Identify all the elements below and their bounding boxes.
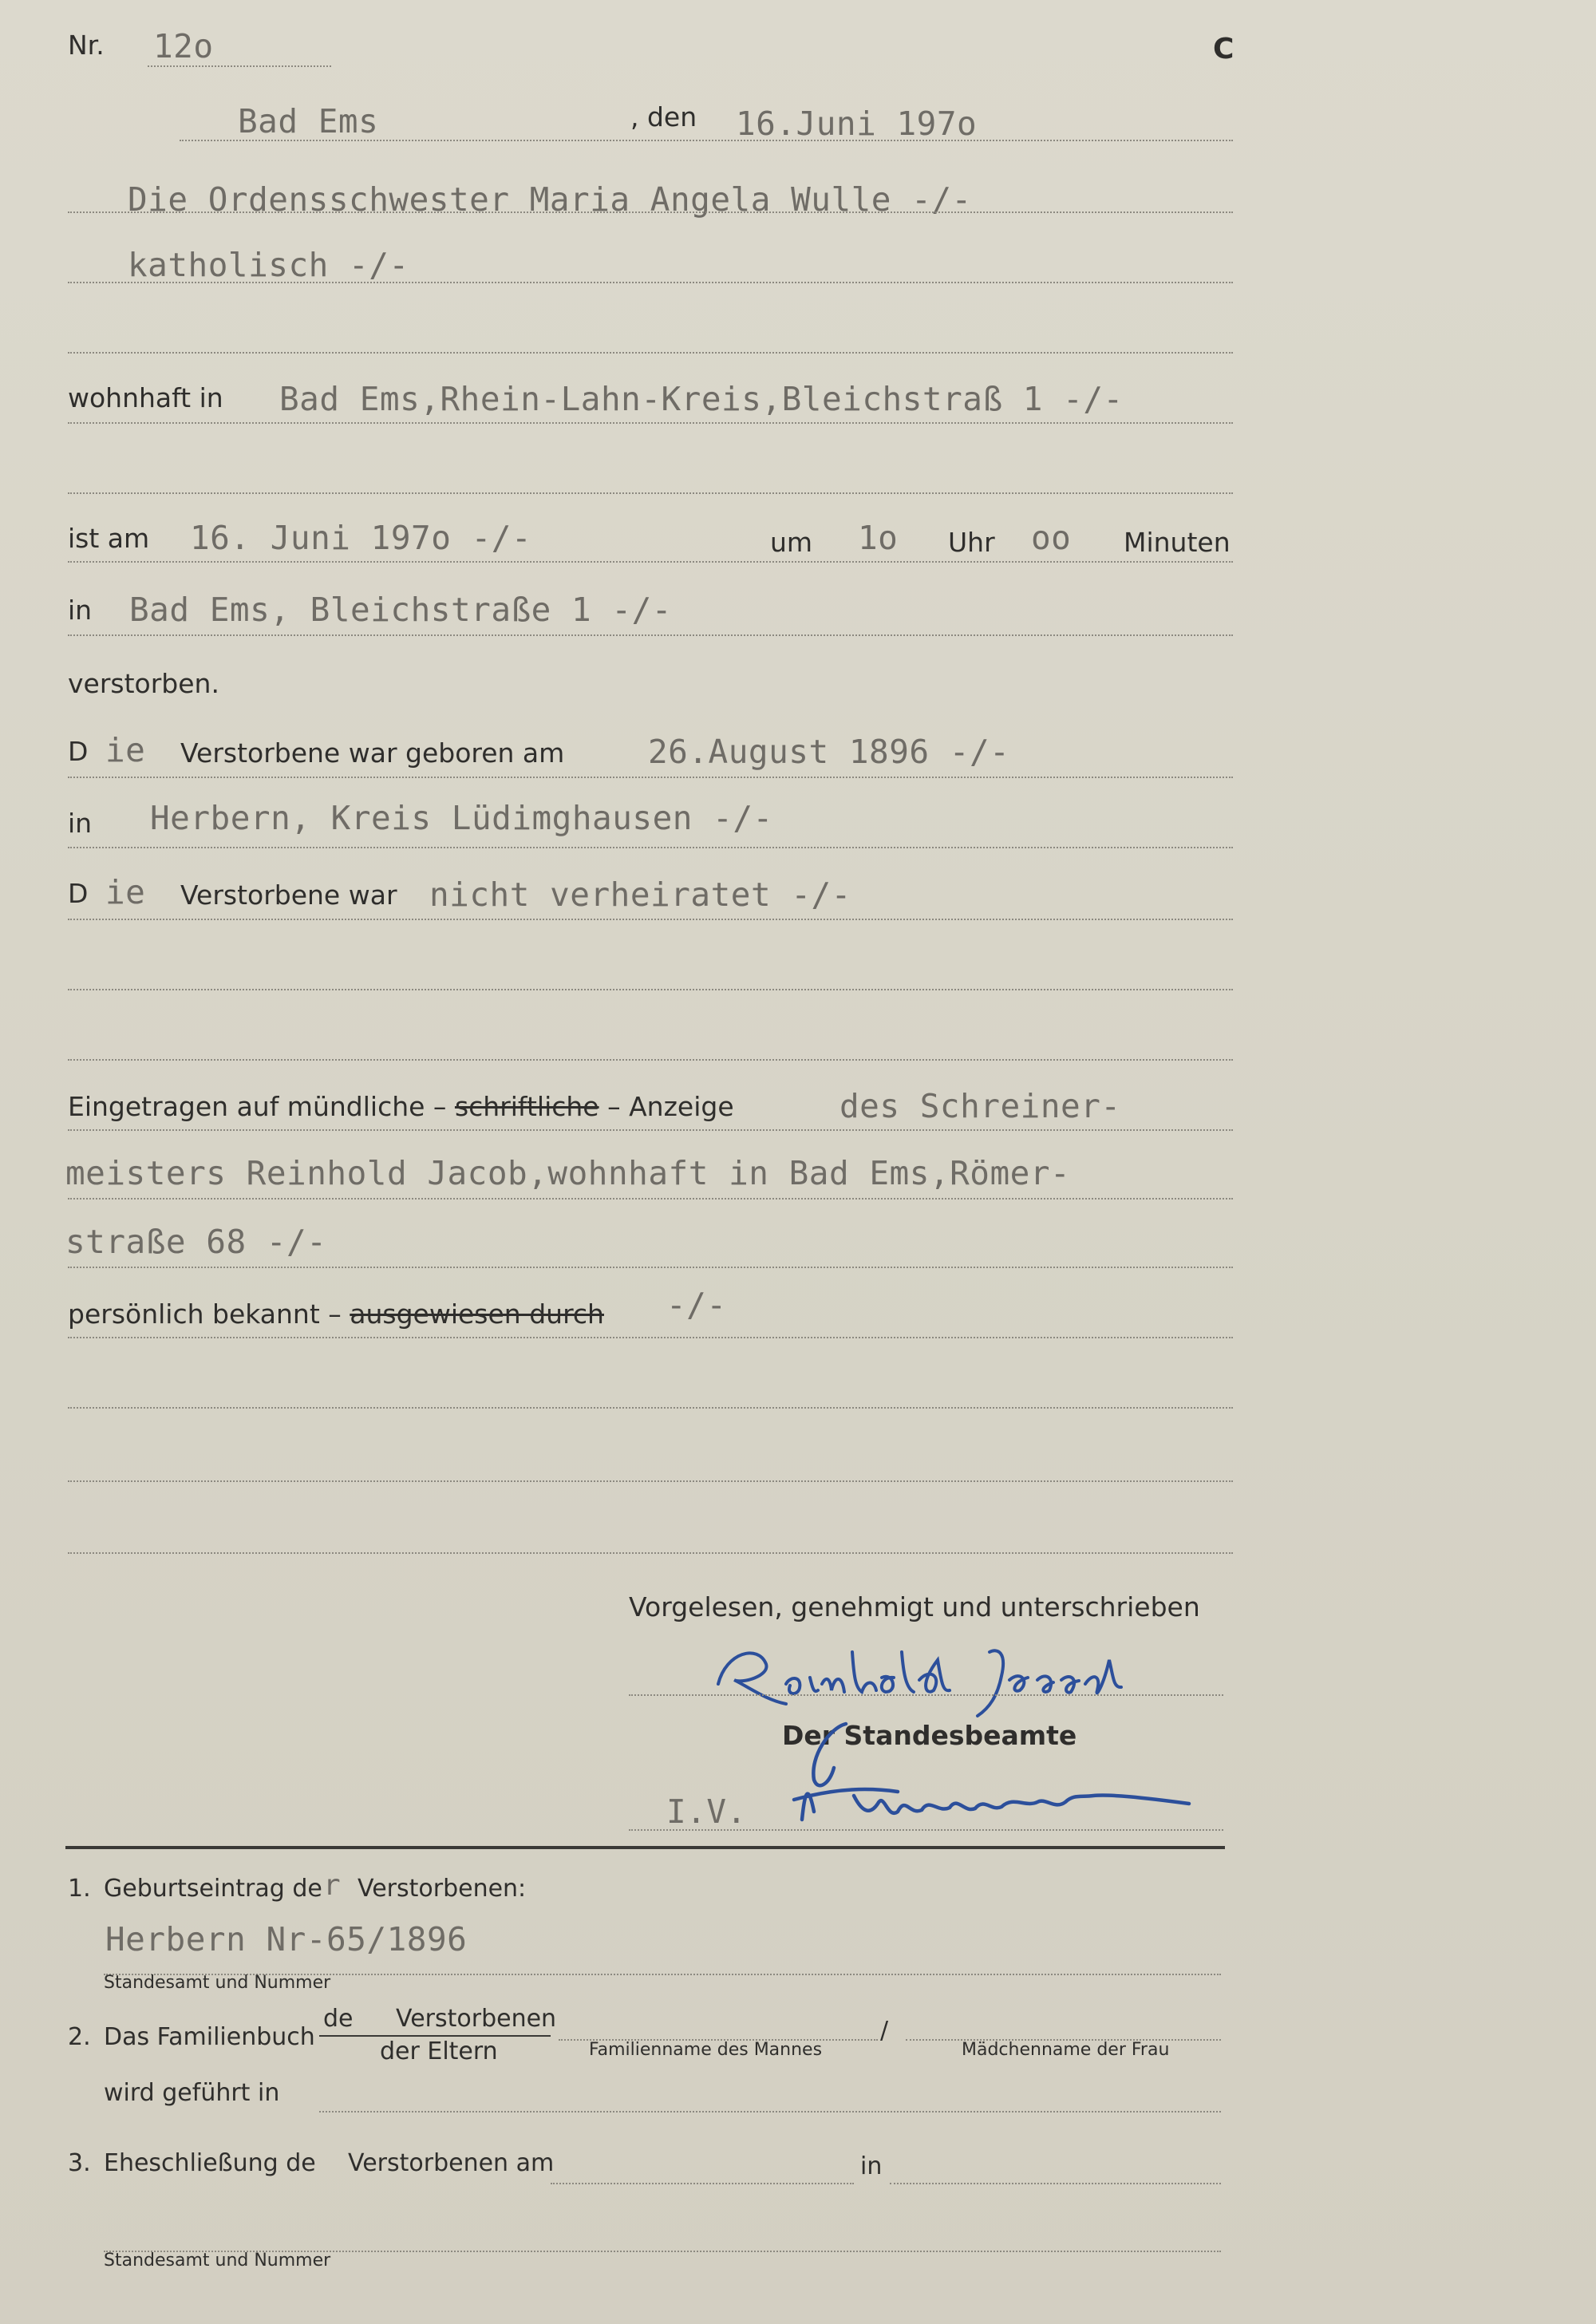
section-rule	[65, 1846, 1225, 1849]
record-number: 12o	[153, 27, 214, 65]
registry-date: 16.Juni 197o	[736, 105, 978, 143]
item2-eltern: der Eltern	[380, 2037, 498, 2065]
informant-line-2: meisters Reinhold Jacob,wohnhaft in Bad Ems,Römer-	[65, 1154, 1071, 1192]
death-date-label: ist am	[68, 523, 150, 554]
registration-label	[68, 1093, 734, 1120]
death-place-label: in	[68, 595, 93, 626]
dotted-line	[551, 2183, 854, 2184]
residence-value: Bad Ems,Rhein-Lahn-Kreis,Bleichstraß 1 -/-	[279, 380, 1124, 418]
dotted-line	[68, 847, 1233, 848]
dotted-line	[148, 65, 331, 67]
item2-number: 2.	[68, 2023, 91, 2051]
birth-label: Verstorbene war geboren am	[180, 737, 565, 769]
nr-label: Nr.	[68, 30, 105, 61]
registration-label-part1: Eingetragen auf mündliche –	[68, 1091, 447, 1122]
dotted-line	[629, 1829, 1223, 1831]
item2-label-2: wird geführt in	[104, 2079, 280, 2107]
dotted-line	[180, 140, 1233, 141]
identity-struck-words: ausgewiesen durch	[350, 1298, 604, 1330]
birth-place: Herbern, Kreis Lüdimghausen -/-	[150, 799, 773, 837]
uhr-label: Uhr	[948, 527, 995, 558]
dotted-line	[68, 282, 1233, 283]
dotted-line	[68, 634, 1233, 636]
birth-d-label: D	[68, 736, 89, 767]
deceased-name-line: Die Ordensschwester Maria Angela Wulle -/-	[128, 180, 972, 219]
item1-label-2: Verstorbenen:	[358, 1875, 527, 1903]
form-letter: C	[1213, 33, 1235, 65]
den-label: , den	[630, 101, 697, 132]
verstorben-label: verstorben.	[68, 668, 219, 699]
minuten-label: Minuten	[1124, 527, 1231, 558]
um-label: um	[770, 527, 813, 558]
marital-d-label: D	[68, 878, 89, 909]
official-label: Der Standesbeamte	[782, 1720, 1077, 1751]
dotted-line	[68, 211, 1233, 213]
identity-label	[68, 1298, 604, 1330]
birth-entry-value: Herbern Nr-65/1896	[105, 1920, 468, 1958]
dotted-line	[68, 1552, 1233, 1554]
item1-typed-letter: r	[323, 1869, 342, 1902]
death-place-value: Bad Ems, Bleichstraße 1 -/-	[129, 591, 672, 629]
item2-verstorbenen: Verstorbenen	[396, 2005, 557, 2033]
item3-caption: Standesamt und Nummer	[104, 2251, 331, 2271]
religion-line: katholisch -/-	[128, 246, 409, 284]
caption-maiden-name: Mädchenname der Frau	[962, 2040, 1170, 2060]
item3-label: Eheschließung de	[104, 2149, 316, 2177]
item1-caption: Standesamt und Nummer	[104, 1973, 331, 1993]
item3-label-2: Verstorbenen am	[348, 2149, 555, 2177]
item1-number: 1.	[68, 1875, 91, 1903]
marital-label: Verstorbene war	[180, 879, 397, 911]
dotted-line	[68, 1267, 1233, 1268]
dotted-line	[68, 1480, 1233, 1482]
item1-label: Geburtseintrag de	[104, 1875, 322, 1903]
dotted-line	[629, 1694, 1223, 1696]
dotted-line	[68, 777, 1233, 778]
registration-struck-word: schriftliche	[454, 1091, 599, 1122]
death-minute: oo	[1031, 519, 1072, 557]
read-approved-label: Vorgelesen, genehmigt und unterschrieben	[629, 1591, 1200, 1622]
dotted-line	[68, 919, 1233, 920]
dotted-line	[68, 561, 1233, 563]
dotted-line	[319, 2111, 1221, 2113]
dotted-line	[68, 1337, 1233, 1338]
item3-in: in	[860, 2152, 883, 2180]
item2-de: de	[323, 2005, 354, 2033]
item2-slash: /	[880, 2017, 889, 2045]
dotted-line	[68, 1407, 1233, 1409]
birth-article: ie	[105, 731, 146, 769]
identity-known-label: persönlich bekannt –	[68, 1298, 342, 1330]
death-hour: 1o	[858, 519, 899, 557]
dotted-line	[68, 422, 1233, 424]
caption-husband-name: Familienname des Mannes	[589, 2040, 823, 2060]
registration-label-part2: – Anzeige	[607, 1091, 734, 1122]
dotted-line	[68, 989, 1233, 990]
dotted-line	[68, 1059, 1233, 1061]
marital-value: nicht verheiratet -/-	[429, 875, 851, 914]
birth-place-label: in	[68, 808, 93, 839]
item3-number: 3.	[68, 2149, 91, 2177]
iv-label: I.V.	[666, 1792, 747, 1831]
marital-article: ie	[105, 873, 146, 911]
residence-label: wohnhaft in	[68, 382, 223, 413]
informant-line-1: des Schreiner-	[839, 1087, 1121, 1125]
birth-date: 26.August 1896 -/-	[648, 733, 1010, 771]
official-signature	[758, 1708, 1221, 1836]
dotted-line	[68, 1129, 1233, 1131]
item2-label: Das Familienbuch	[104, 2023, 315, 2051]
fraction-line	[319, 2035, 551, 2037]
dotted-line	[68, 1198, 1233, 1200]
identity-value: -/-	[666, 1286, 727, 1324]
dotted-line	[890, 2183, 1221, 2184]
informant-line-3: straße 68 -/-	[65, 1223, 327, 1261]
dotted-line	[68, 352, 1233, 354]
dotted-line	[68, 492, 1233, 494]
death-date-value: 16. Juni 197o -/-	[190, 519, 532, 557]
registry-place: Bad Ems	[238, 102, 379, 140]
